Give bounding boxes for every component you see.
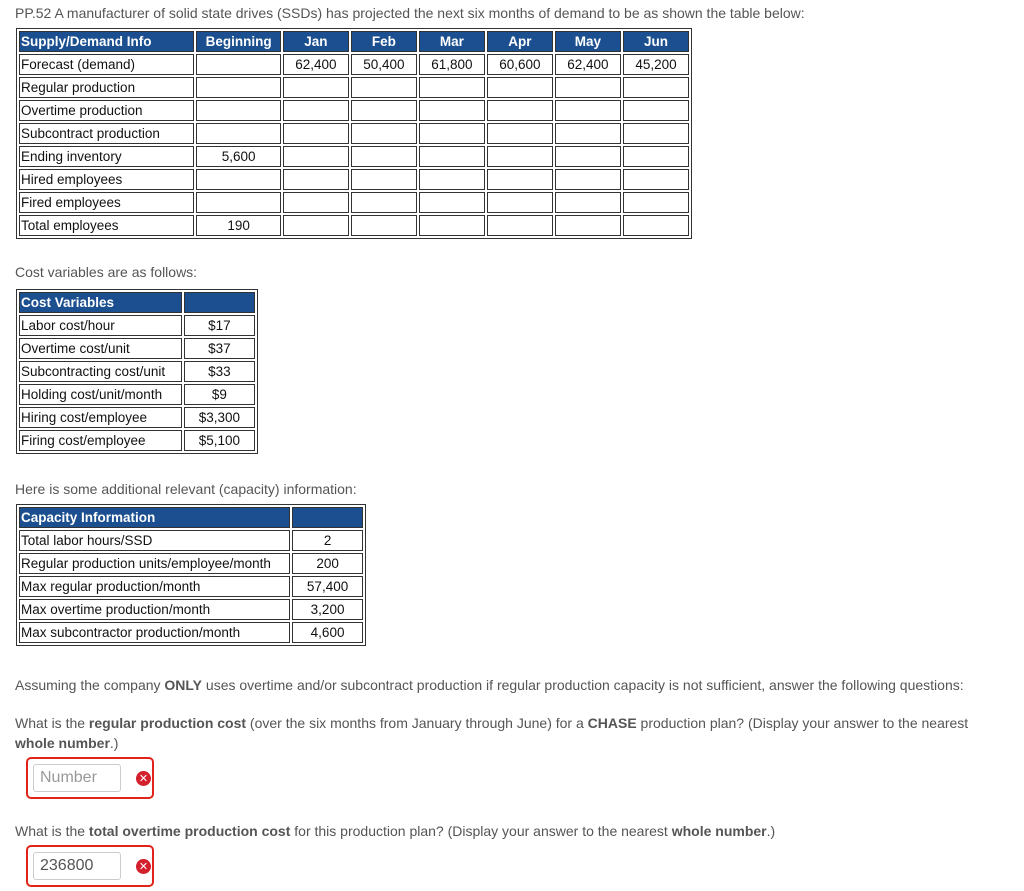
supply-demand-table xyxy=(16,28,692,239)
table-cell xyxy=(555,123,621,144)
cost-table-row xyxy=(19,315,255,336)
supply-header-cell: Feb xyxy=(351,31,417,52)
table-cell xyxy=(555,169,621,190)
supply-table-row xyxy=(19,54,689,75)
table-cell xyxy=(419,192,485,213)
table-cell xyxy=(196,169,281,190)
supply-header-cell: Jan xyxy=(283,31,349,52)
row-label: Overtime production xyxy=(19,100,194,121)
table-cell xyxy=(487,123,553,144)
assumption-text: Assuming the company ONLY uses overtime and/or subcontract production if regular production capacity is not sufficient, answer the following questions: xyxy=(15,677,964,693)
supply-header-cell: Supply/Demand Info xyxy=(19,31,194,52)
table-cell xyxy=(623,77,689,98)
capacity-intro: Here is some additional relevant (capacity) information: xyxy=(15,481,357,497)
table-cell xyxy=(283,169,349,190)
table-cell xyxy=(487,215,553,236)
supply-table-row xyxy=(19,146,689,167)
row-label: Total employees xyxy=(19,215,194,236)
table-cell xyxy=(419,123,485,144)
error-x-icon: ✕ xyxy=(136,771,151,786)
capacity-label: Regular production units/employee/month xyxy=(19,553,290,574)
table-cell xyxy=(623,123,689,144)
table-cell xyxy=(283,146,349,167)
table-cell xyxy=(419,169,485,190)
cost-table-row xyxy=(19,384,255,405)
table-cell xyxy=(487,77,553,98)
capacity-label: Total labor hours/SSD xyxy=(19,530,290,551)
capacity-table-row xyxy=(19,576,363,597)
table-cell xyxy=(351,192,417,213)
cost-table-row xyxy=(19,407,255,428)
table-cell xyxy=(351,77,417,98)
answer-1-box xyxy=(26,757,154,799)
capacity-table-row xyxy=(19,622,363,643)
supply-header-cell: Beginning xyxy=(196,31,281,52)
table-cell xyxy=(555,100,621,121)
table-cell xyxy=(623,192,689,213)
supply-table-row xyxy=(19,77,689,98)
table-cell xyxy=(487,100,553,121)
table-cell xyxy=(351,215,417,236)
cost-label: Subcontracting cost/unit xyxy=(19,361,182,382)
table-cell xyxy=(623,100,689,121)
table-cell: 61,800 xyxy=(419,54,485,75)
row-label: Hired employees xyxy=(19,169,194,190)
capacity-table-row xyxy=(19,530,363,551)
table-cell xyxy=(283,215,349,236)
cost-value: $37 xyxy=(184,338,255,359)
table-cell xyxy=(283,77,349,98)
row-label: Ending inventory xyxy=(19,146,194,167)
table-cell xyxy=(419,146,485,167)
capacity-table-header: Capacity Information xyxy=(19,507,290,528)
cost-value: $17 xyxy=(184,315,255,336)
table-cell xyxy=(283,100,349,121)
supply-table-row xyxy=(19,169,689,190)
table-cell: 60,600 xyxy=(487,54,553,75)
table-cell xyxy=(419,100,485,121)
table-cell xyxy=(351,100,417,121)
table-cell xyxy=(351,146,417,167)
cost-label: Overtime cost/unit xyxy=(19,338,182,359)
table-cell xyxy=(555,192,621,213)
cost-label: Labor cost/hour xyxy=(19,315,182,336)
table-cell: 50,400 xyxy=(351,54,417,75)
table-cell xyxy=(196,192,281,213)
cost-value: $9 xyxy=(184,384,255,405)
table-cell xyxy=(487,169,553,190)
table-cell: 62,400 xyxy=(283,54,349,75)
table-cell xyxy=(196,100,281,121)
cost-label: Holding cost/unit/month xyxy=(19,384,182,405)
cost-label: Hiring cost/employee xyxy=(19,407,182,428)
capacity-table-row xyxy=(19,599,363,620)
cost-variables-table xyxy=(16,289,258,454)
cost-label: Firing cost/employee xyxy=(19,430,182,451)
row-label: Regular production xyxy=(19,77,194,98)
supply-header-cell: Jun xyxy=(623,31,689,52)
table-cell xyxy=(196,54,281,75)
capacity-label: Max overtime production/month xyxy=(19,599,290,620)
supply-header-cell: May xyxy=(555,31,621,52)
supply-table-row xyxy=(19,123,689,144)
cost-table-header-blank xyxy=(184,292,255,313)
supply-header-cell: Mar xyxy=(419,31,485,52)
answer-2-box xyxy=(26,845,154,887)
question-1-text: What is the regular production cost (over the six months from January through June) for a CHASE production plan? (Display your answer to the nearest whole number.) xyxy=(15,715,969,751)
table-cell xyxy=(487,146,553,167)
cost-table-row xyxy=(19,338,255,359)
capacity-value: 200 xyxy=(292,553,363,574)
table-cell xyxy=(351,169,417,190)
capacity-value: 2 xyxy=(292,530,363,551)
table-cell xyxy=(196,123,281,144)
question-2-text: What is the total overtime production cost for this production plan? (Display your answer to the nearest whole number.) xyxy=(15,823,776,839)
table-cell xyxy=(419,77,485,98)
table-cell xyxy=(487,192,553,213)
capacity-label: Max subcontractor production/month xyxy=(19,622,290,643)
table-cell xyxy=(196,77,281,98)
row-label: Fired employees xyxy=(19,192,194,213)
table-cell xyxy=(351,123,417,144)
answer-1-input[interactable] xyxy=(33,764,121,792)
error-x-icon: ✕ xyxy=(136,859,151,874)
table-cell xyxy=(623,215,689,236)
cost-value: $33 xyxy=(184,361,255,382)
table-cell: 5,600 xyxy=(196,146,281,167)
table-cell: 190 xyxy=(196,215,281,236)
row-label: Subcontract production xyxy=(19,123,194,144)
capacity-value: 57,400 xyxy=(292,576,363,597)
supply-table-row xyxy=(19,100,689,121)
cost-intro: Cost variables are as follows: xyxy=(15,264,198,280)
table-cell xyxy=(555,77,621,98)
capacity-table-header-blank xyxy=(292,507,363,528)
table-cell xyxy=(283,192,349,213)
table-cell xyxy=(623,169,689,190)
cost-value: $5,100 xyxy=(184,430,255,451)
table-cell: 45,200 xyxy=(623,54,689,75)
supply-header-cell: Apr xyxy=(487,31,553,52)
table-cell xyxy=(419,215,485,236)
capacity-value: 3,200 xyxy=(292,599,363,620)
capacity-info-table xyxy=(16,504,366,646)
table-cell xyxy=(283,123,349,144)
capacity-label: Max regular production/month xyxy=(19,576,290,597)
row-label: Forecast (demand) xyxy=(19,54,194,75)
problem-intro: PP.52 A manufacturer of solid state drives (SSDs) has projected the next six months of demand to be as shown the table below: xyxy=(15,5,805,21)
capacity-value: 4,600 xyxy=(292,622,363,643)
table-cell xyxy=(623,146,689,167)
cost-table-row xyxy=(19,361,255,382)
answer-2-input[interactable] xyxy=(33,852,121,880)
cost-table-row xyxy=(19,430,255,451)
table-cell xyxy=(555,215,621,236)
capacity-table-row xyxy=(19,553,363,574)
table-cell: 62,400 xyxy=(555,54,621,75)
supply-table-row xyxy=(19,215,689,236)
table-cell xyxy=(555,146,621,167)
supply-table-row xyxy=(19,192,689,213)
cost-table-header: Cost Variables xyxy=(19,292,182,313)
cost-value: $3,300 xyxy=(184,407,255,428)
